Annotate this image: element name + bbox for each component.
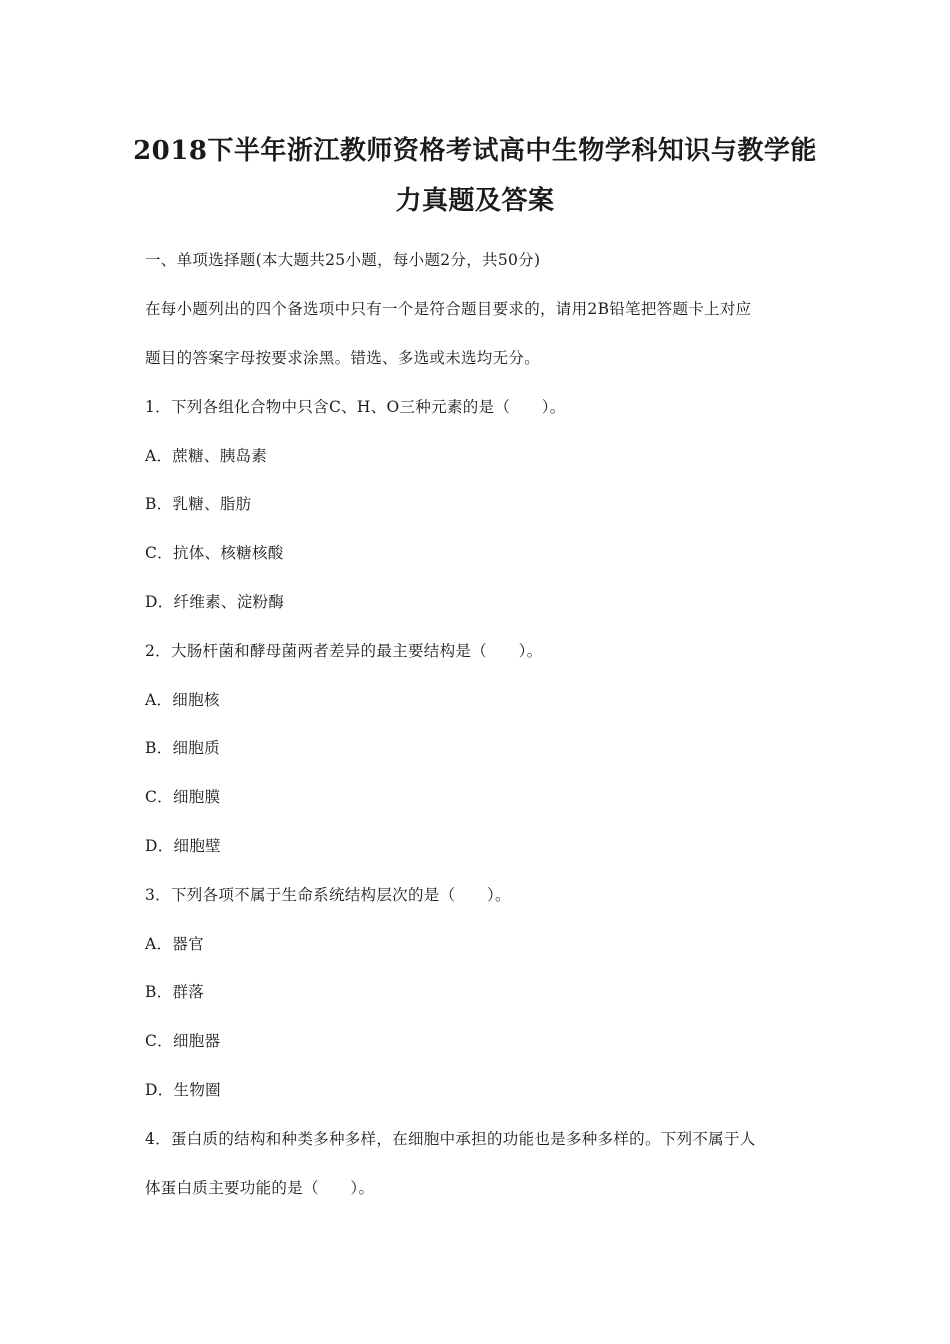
question-3-stem: 3．下列各项不属于生命系统结构层次的是（ ）。 — [145, 886, 511, 904]
question-4-stem-line-2: 体蛋白质主要功能的是（ ）。 — [145, 1179, 375, 1197]
question-3-option-d: D．生物圈 — [145, 1081, 221, 1099]
question-2-option-a: A．细胞核 — [145, 691, 220, 709]
question-2-stem: 2．大肠杆菌和酵母菌两者差异的最主要结构是（ ）。 — [145, 642, 543, 660]
question-3-option-a: A．器官 — [145, 935, 204, 953]
question-3-option-b: B．群落 — [145, 983, 205, 1001]
instructions-line-2: 题目的答案字母按要求涂黑。错选、多选或未选均无分。 — [145, 349, 541, 367]
question-1-option-d: D．纤维素、淀粉酶 — [145, 593, 285, 611]
question-1-stem: 1．下列各组化合物中只含C、H、O三种元素的是（ ）。 — [145, 398, 566, 416]
question-1-option-b: B．乳糖、脂肪 — [145, 495, 252, 513]
instructions-line-1: 在每小题列出的四个备选项中只有一个是符合题目要求的，请用2B铅笔把答题卡上对应 — [145, 300, 752, 318]
document-title-line-2: 力真题及答案 — [395, 186, 555, 216]
question-1-option-c: C．抗体、核糖核酸 — [145, 544, 284, 562]
question-2-option-b: B．细胞质 — [145, 739, 220, 757]
question-1-option-a: A．蔗糖、胰岛素 — [145, 447, 268, 465]
question-2-option-c: C．细胞膜 — [145, 788, 221, 806]
document-title-line-1: 2018下半年浙江教师资格考试高中生物学科知识与教学能 — [133, 136, 817, 166]
question-3-option-c: C．细胞器 — [145, 1032, 221, 1050]
section-heading: 一、单项选择题(本大题共25小题，每小题2分，共50分) — [145, 251, 541, 269]
question-2-option-d: D．细胞壁 — [145, 837, 221, 855]
question-4-stem-line-1: 4．蛋白质的结构和种类多种多样，在细胞中承担的功能也是多种多样的。下列不属于人 — [145, 1130, 756, 1148]
